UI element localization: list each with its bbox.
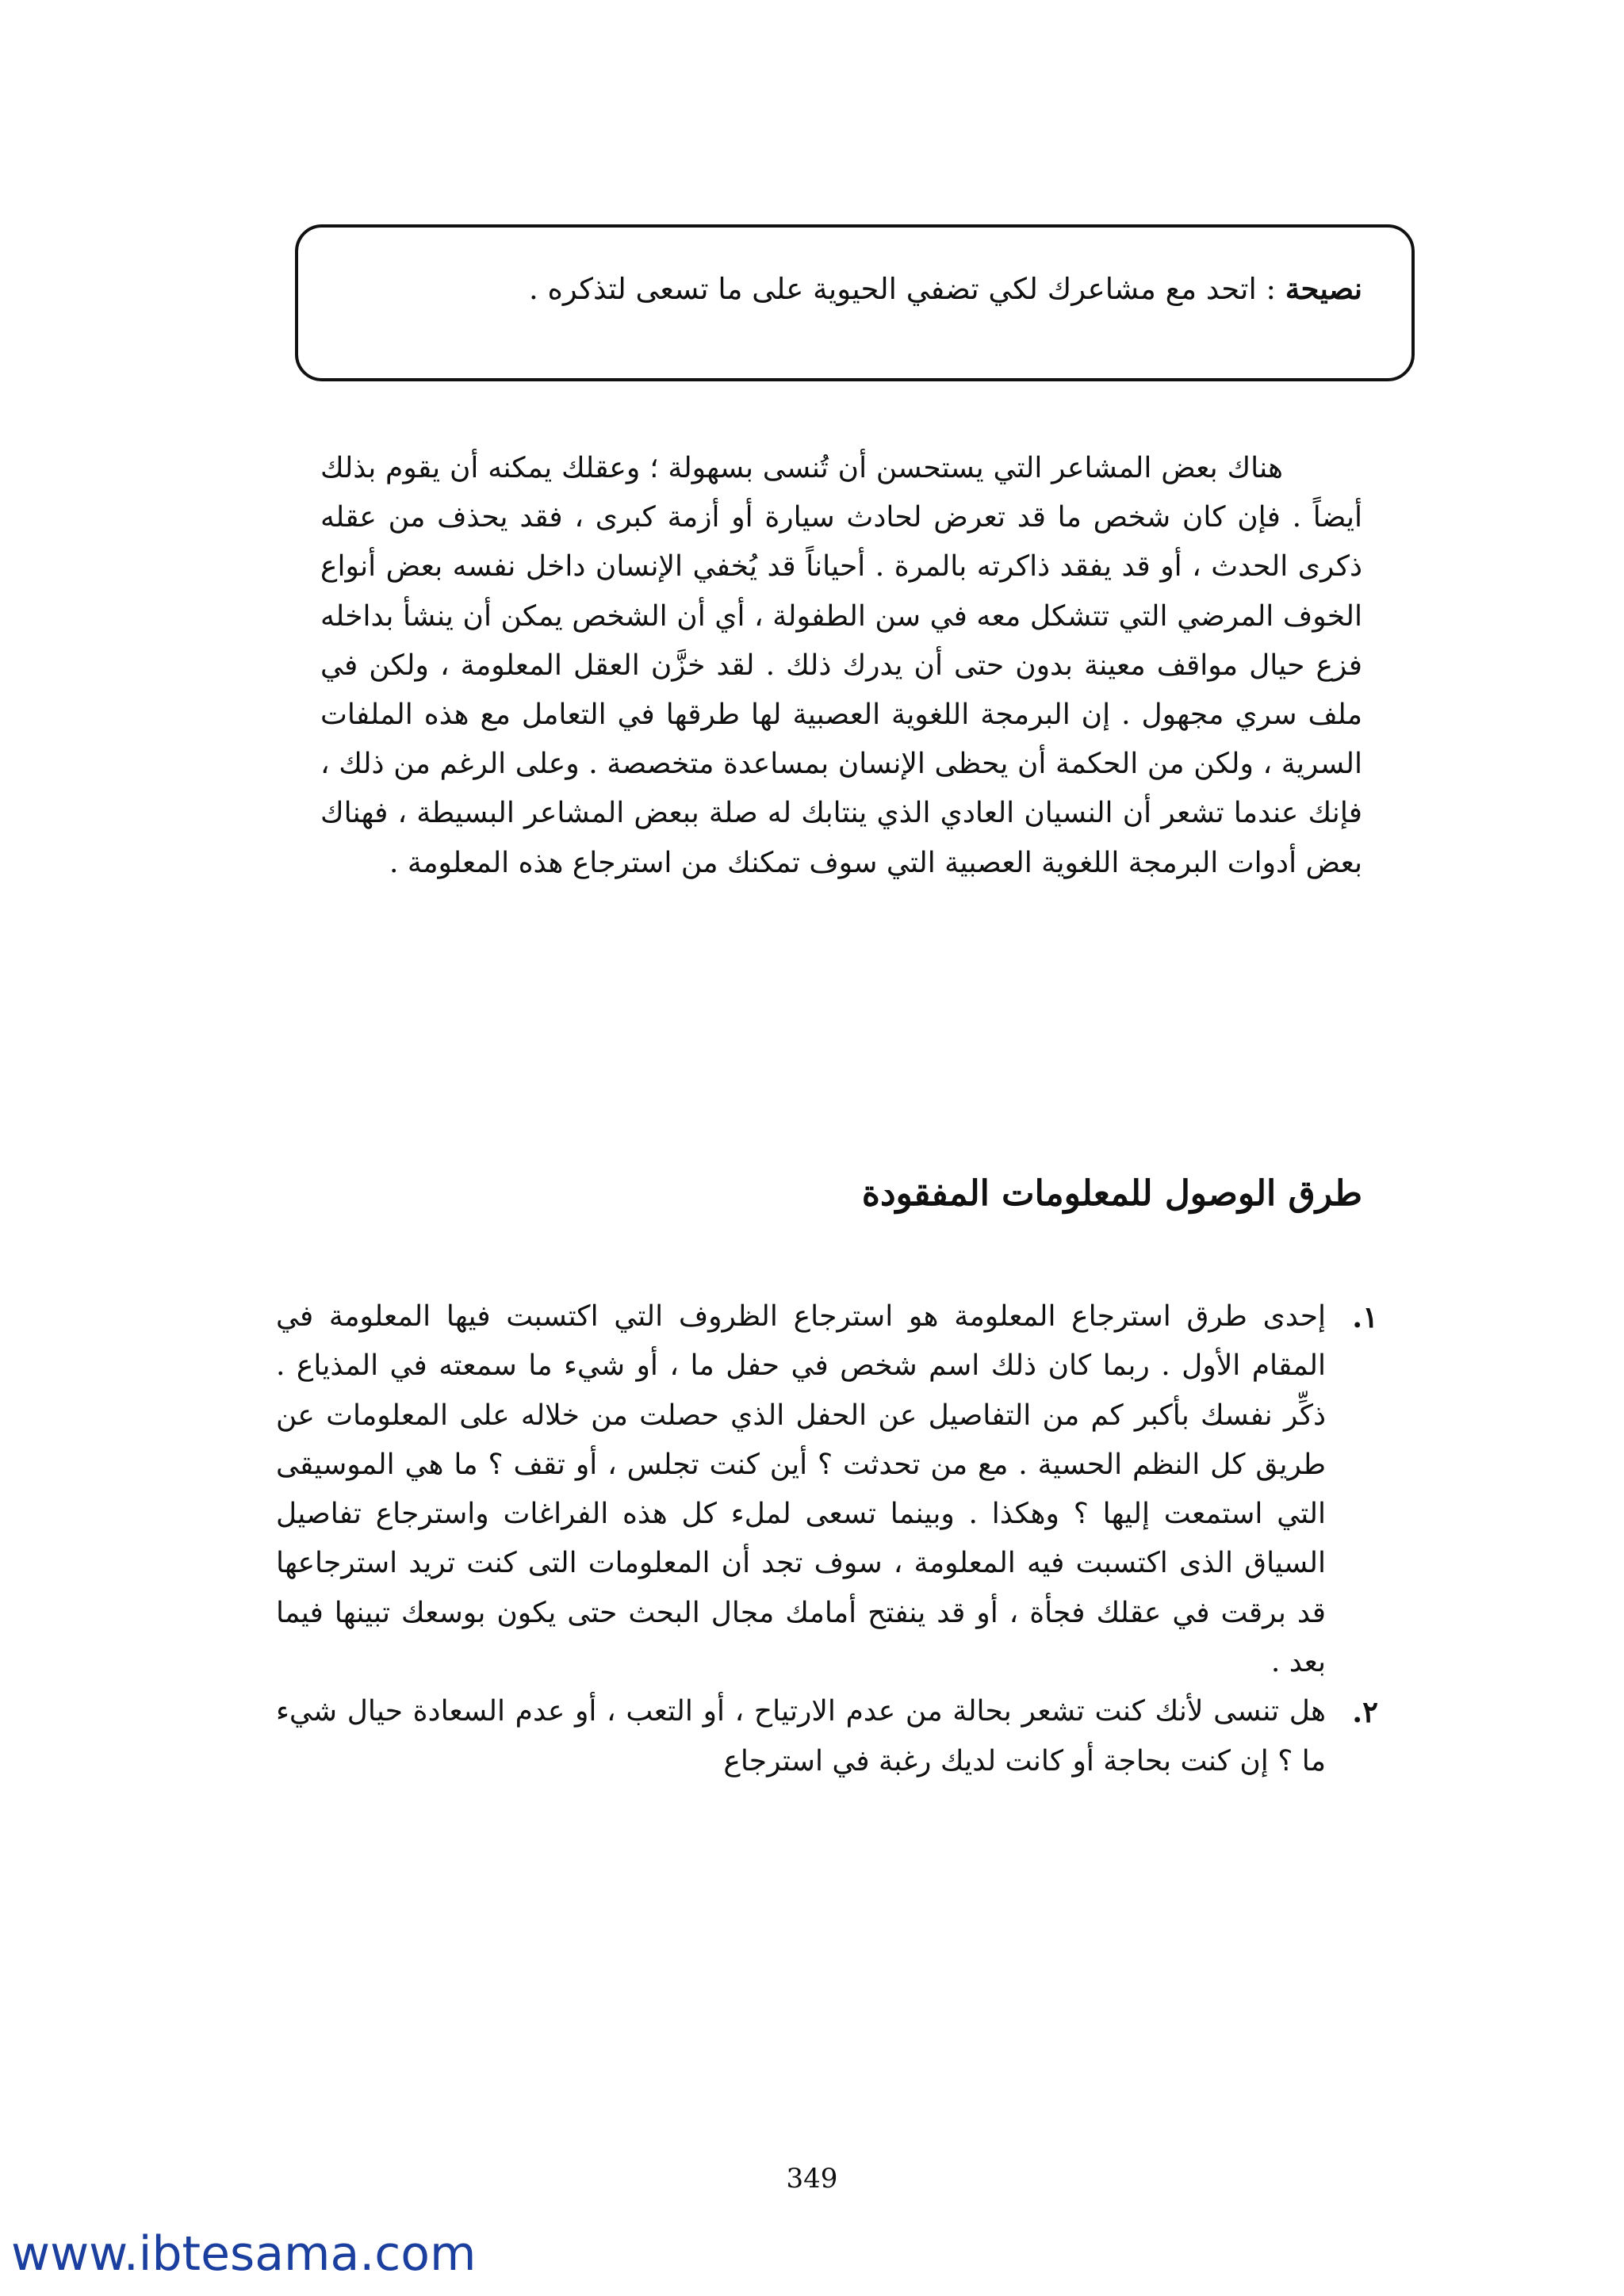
page-number: 349 [786,2163,838,2195]
tip-box [295,224,1415,381]
tip-label: نصيحة [1285,271,1362,306]
list-item-text: إحدى طرق استرجاع المعلومة هو استرجاع الظروف التي اكتسبت فيها المعلومة في المقام الأول . ربما كان ذلك اسم شخص في حفل ما ، أو شيء ما سمعته في المذياع . ذكِّر نفسك بأكبر كم من التفاصيل عن الحفل الذي حصلت من خلاله على المعلومات عن طريق كل النظم الحسية . مع من تحدثت ؟ أين كنت تجلس ، أو تقف ؟ ما هي الموسيقى التي استمعت إليها ؟ وهكذا . وبينما تسعى لملء كل هذه الفراغات واسترجاع تفاصيل السياق الذى اكتسبت فيه المعلومة ، سوف تجد أن المعلومات التى كنت تريد استرجاعها قد برقت في عقلك فجأة ، أو قد ينفتح أمامك مجال البحث حتى يكون بوسعك تبينها فيما بعد . [276,1300,1326,1679]
intro-paragraph: هناك بعض المشاعر التي يستحسن أن تُنسى بسهولة ؛ وعقلك يمكنه أن يقوم بذلك أيضاً . فإن كان شخص ما قد تعرض لحادث سيارة أو أزمة كبرى ، فقد يحذف من عقله ذكرى الحدث ، أو قد يفقد ذاكرته بالمرة . أحياناً قد يُخفي الإنسان داخل نفسه بعض أنواع الخوف المرضي التي تتشكل معه في سن الطفولة ، أي أن الشخص يمكن أن ينشأ بداخله فزع حيال مواقف معينة بدون حتى أن يدرك ذلك . لقد خزَّن العقل المعلومة ، ولكن في ملف سري مجهول . إن البرمجة اللغوية العصبية لها طرقها في التعامل مع هذه الملفات السرية ، ولكن من الحكمة أن يحظى الإنسان بمساعدة متخصصة . وعلى الرغم من ذلك ، فإنك عندما تشعر أن النسيان العادي الذي ينتابك له صلة ببعض المشاعر البسيطة ، فهناك بعض أدوات البرمجة اللغوية العصبية التي سوف تمكنك من استرجاع هذه المعلومة . [320,452,1362,879]
intro-section [320,444,1362,888]
list-item [276,1292,1378,1687]
tip-text [347,269,1362,310]
list-item-number: ٢. [1352,1694,1378,1730]
list-item-number: ١. [1352,1299,1378,1334]
site-watermark: www.ibtesama.com [11,2226,477,2282]
section-heading: طرق الوصول للمعلومات المفقودة [861,1173,1362,1214]
tip-body: : اتحد مع مشاعرك لكي تضفي الحيوية على ما تسعى لتذكره . [529,272,1285,306]
list-item [276,1687,1378,1786]
list-item-text: هل تنسى لأنك كنت تشعر بحالة من عدم الارتياح ، أو التعب ، أو عدم السعادة حيال شيء ما ؟ إن كنت بحاجة أو كانت لديك رغبة في استرجاع [276,1695,1326,1777]
numbered-list [276,1292,1378,1786]
